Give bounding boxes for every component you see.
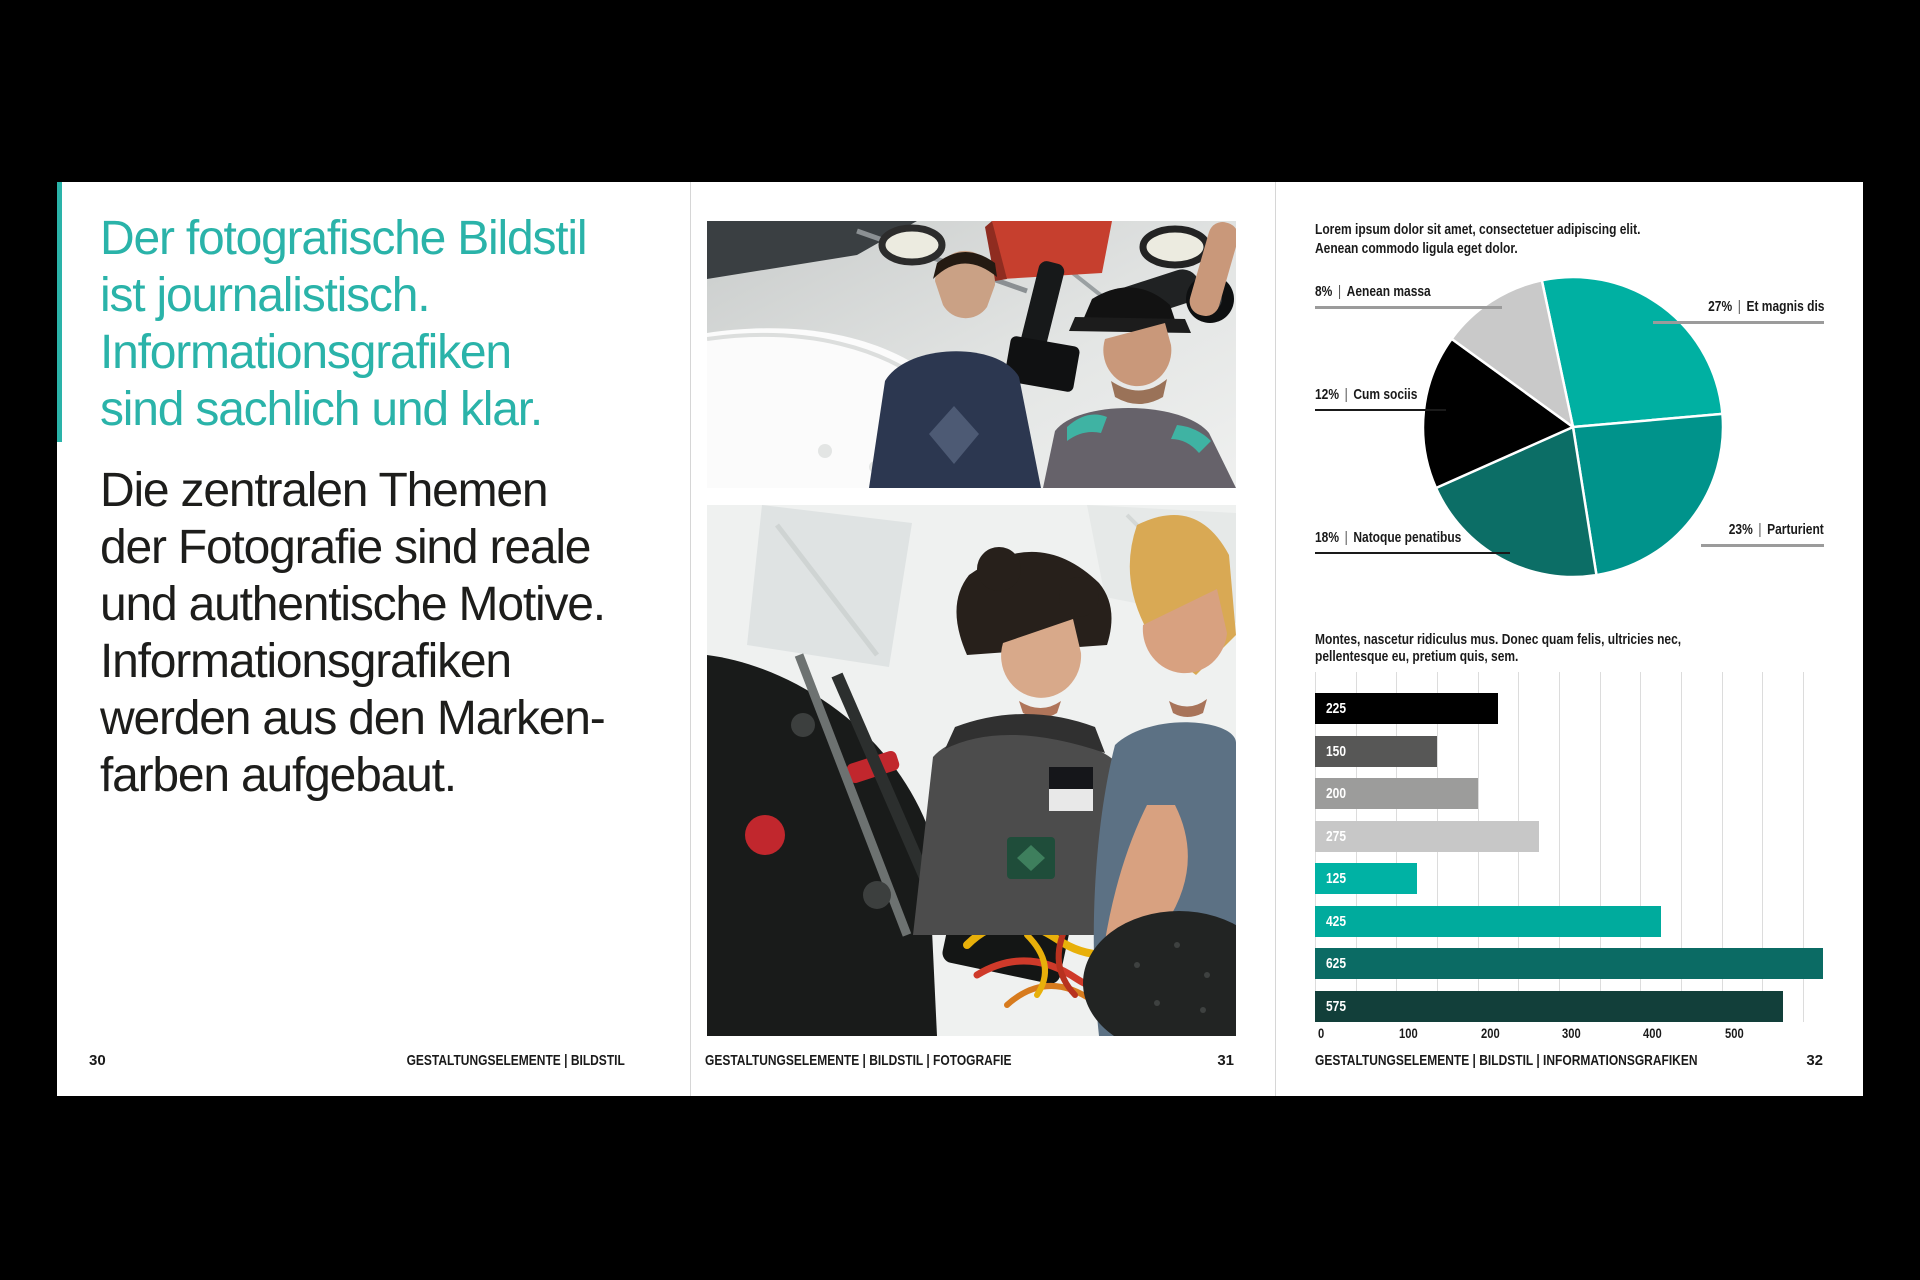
bar-value-label: 625 [1326,955,1347,972]
breadcrumb: GESTALTUNGSELEMENTE | BILDSTIL [406,1052,625,1069]
pie-callout-aenean-massa: 8% | Aenean massa [1315,283,1502,309]
bar-row-425 [1315,906,1661,937]
infographics-column [1315,182,1825,1096]
bar-row-200 [1315,778,1478,809]
page-headline [100,210,586,438]
bar-intro-line-1: Montes, nascetur ridiculus mus. Donec quam felis, ultricies nec, [1315,631,1682,648]
breadcrumb: GESTALTUNGSELEMENTE | BILDSTIL | INFORMATIONSGRAFIKEN [1315,1052,1698,1069]
teal-accent-line [57,182,62,442]
bar-chart [1315,672,1825,1022]
page-divider-left [690,182,691,1096]
body-line: Informationsgrafiken [100,635,511,688]
x-tick-200: 200 [1481,1025,1500,1041]
bar-chart-x-axis [1315,1025,1825,1045]
bar-value-label: 225 [1326,700,1347,717]
bar-value-label: 200 [1326,785,1347,802]
bar-row-150 [1315,736,1437,767]
pie-callout-et-magnis-dis: 27% | Et magnis dis [1653,298,1824,324]
x-tick-0: 0 [1318,1025,1325,1041]
body-line: farben aufgebaut. [100,749,456,802]
pie-intro-line-2: Aenean commodo ligula eget dolor. [1315,240,1518,257]
bar-value-label: 125 [1326,870,1347,887]
photo-2-illustration [707,505,1236,1036]
page-sheet [57,182,1863,1096]
bar-row-575 [1315,991,1783,1022]
pie-intro-line-1: Lorem ipsum dolor sit amet, consectetuer adipiscing elit. [1315,221,1641,238]
x-tick-300: 300 [1562,1025,1581,1041]
x-tick-500: 500 [1725,1025,1744,1041]
headline-line: Informationsgrafiken [100,326,511,379]
photo-camera-rig-workshop [707,221,1236,488]
pie-slice-parturient [1573,414,1723,575]
x-tick-100: 100 [1399,1025,1418,1041]
body-line: Die zentralen Themen [100,464,548,517]
bar-value-label: 575 [1326,998,1347,1015]
page-number-30: 30 [89,1052,106,1069]
body-line: der Fotografie sind reale [100,521,591,574]
page-number-32: 32 [1806,1052,1823,1069]
footer-middle-page [705,1052,1234,1069]
bar-row-225 [1315,693,1498,724]
body-line: werden aus den Marken- [100,692,605,745]
footer-right-page [1315,1052,1825,1069]
bar-chart-intro [1315,631,1773,665]
bar-row-625 [1315,948,1823,979]
pie-callout-cum-sociis: 12% | Cum sociis [1315,386,1446,411]
headline-line: sind sachlich und klar. [100,383,542,436]
pie-callout-natoque-penatibus: 18% | Natoque penatibus [1315,529,1510,554]
body-line: und authentische Motive. [100,578,605,631]
page-body-text [100,462,605,804]
bar-value-label: 425 [1326,913,1347,930]
bar-intro-line-2: pellentesque eu, pretium quis, sem. [1315,648,1519,665]
bar-value-label: 275 [1326,828,1347,845]
headline-line: Der fotografische Bildstil [100,212,587,265]
page-divider-right [1275,182,1276,1096]
pie-chart-intro [1315,220,1722,258]
bar-row-275 [1315,821,1539,852]
bar-row-125 [1315,863,1417,894]
bar-value-label: 150 [1326,743,1347,760]
headline-line: ist journalistisch. [100,269,430,322]
page-number-31: 31 [1217,1052,1234,1069]
photo-1-illustration [707,221,1236,488]
breadcrumb: GESTALTUNGSELEMENTE | BILDSTIL | FOTOGRAFIE [705,1052,1012,1069]
photo-team-test-equipment [707,505,1236,1036]
pie-callout-parturient: 23% | Parturient [1701,521,1824,547]
x-tick-400: 400 [1643,1025,1662,1041]
